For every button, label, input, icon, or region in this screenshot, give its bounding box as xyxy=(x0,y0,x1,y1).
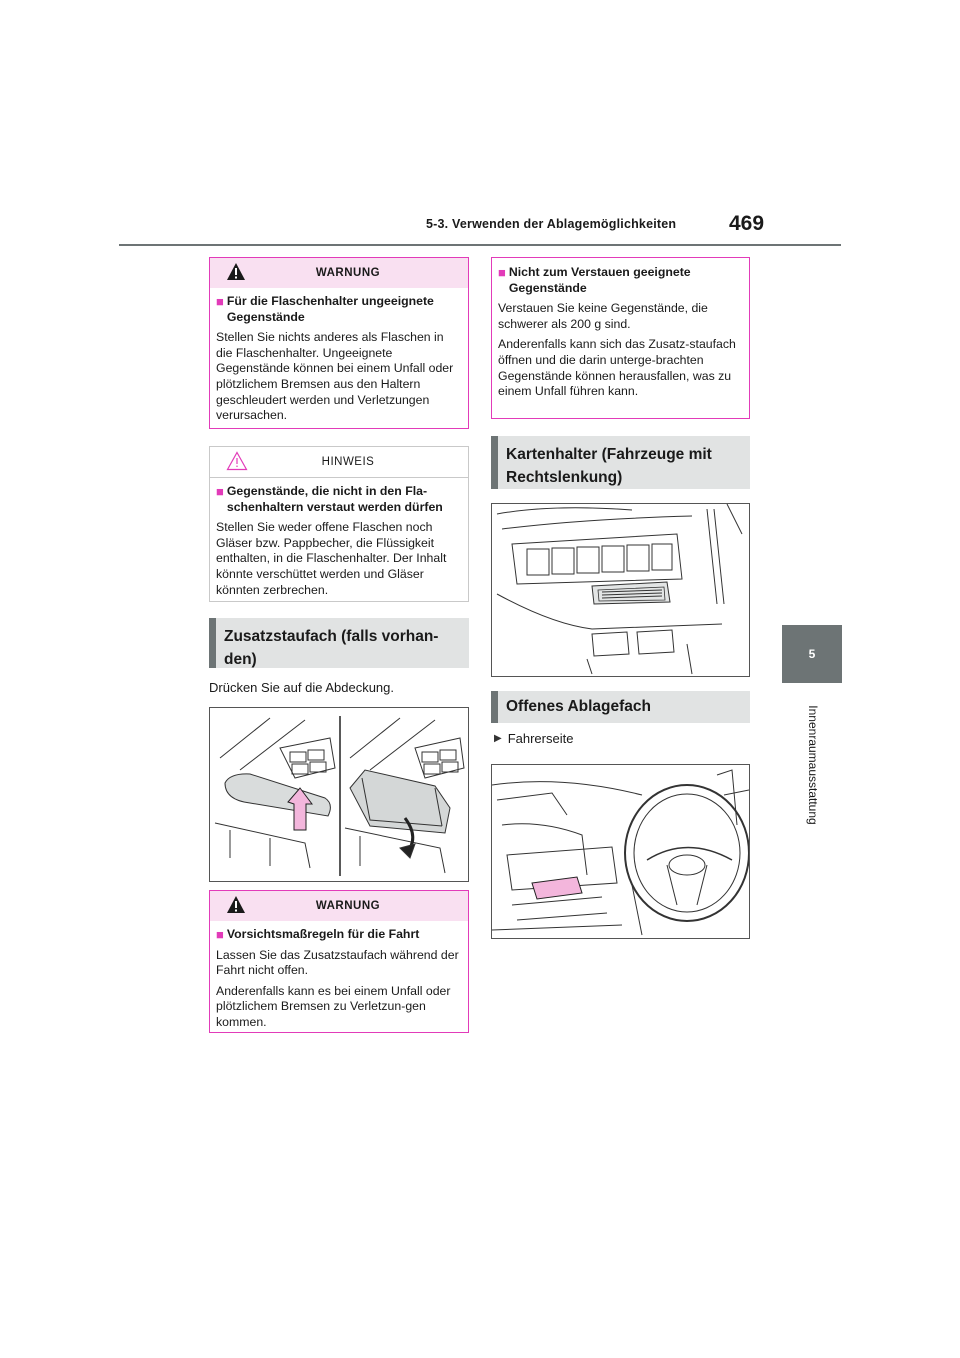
chapter-tab: 5 xyxy=(782,625,842,683)
square-bullet-icon: ■ xyxy=(216,484,224,499)
notice-box xyxy=(209,446,469,602)
section-heading-auxiliary-box: Zusatzstaufach (falls vorhan-den) xyxy=(209,618,469,668)
warning-subheading: Für die Flaschenhalter ungeeignete Gegenstände xyxy=(226,294,434,324)
warning-header: WARNUNG xyxy=(210,891,468,921)
notice-subheading: Gegenstände, die nicht in den Fla-schenhaltern verstaut werden dürfen xyxy=(226,484,443,514)
warning-subheading: Vorsichtsmaßregeln für die Fahrt xyxy=(226,927,420,941)
warning-header: WARNUNG xyxy=(210,258,468,288)
notice-header: HINWEIS xyxy=(210,447,468,478)
figure-open-tray xyxy=(491,764,750,939)
warning-text: Anderenfalls kann sich das Zusatz-staufach öffnen und die darin unterge-brachten Gegenstände können herausfallen, was zu einem Unfall führen kann. xyxy=(498,337,736,399)
warning-triangle-icon xyxy=(226,262,246,282)
section-heading-card-holder: Kartenhalter (Fahrzeuge mit Rechtslenkung) xyxy=(491,436,750,489)
warning-text: Stellen Sie nichts anderes als Flaschen in die Flaschenhalter. Ungeeignete Gegenstände können bei einem Unfall oder plötzlichem Bremsen aus den Haltern geschleudert werden und Verletzungen verursachen. xyxy=(216,330,454,423)
warning-text: Verstauen Sie keine Gegenstände, die schwerer als 200 g sind. xyxy=(498,301,708,331)
square-bullet-icon: ■ xyxy=(216,294,224,309)
chapter-label: Innenraumausstattung xyxy=(806,705,820,825)
notice-triangle-icon xyxy=(226,451,248,471)
section-heading-open-tray: Offenes Ablagefach xyxy=(491,691,750,723)
warning-box-bottle-holder xyxy=(209,257,469,429)
page-number: 469 xyxy=(729,212,765,235)
instruction-text: Drücken Sie auf die Abdeckung. xyxy=(209,680,395,695)
warning-text: Anderenfalls kann es bei einem Unfall oder plötzlichem Bremsen zu Verletzun-gen kommen. xyxy=(216,983,451,1029)
bullet-driver-side: ▶ Fahrerseite xyxy=(494,731,574,746)
warning-text: Lassen Sie das Zusatzstaufach während der Fahrt nicht offen. xyxy=(216,947,459,978)
warning-triangle-icon xyxy=(226,895,246,915)
warning-subheading: Nicht zum Verstauen geeignete Gegenstände xyxy=(508,265,691,295)
warning-box-driving xyxy=(209,890,469,1033)
running-header: 5-3. Verwenden der Ablagemöglichkeiten xyxy=(426,217,677,231)
figure-card-holder xyxy=(491,503,750,677)
figure-auxiliary-box xyxy=(209,707,469,882)
right-triangle-bullet-icon: ▶ xyxy=(494,733,502,744)
square-bullet-icon: ■ xyxy=(216,927,224,942)
notice-text: Stellen Sie weder offene Flaschen noch Gläser bzw. Pappbecher, die Flüssigkeit enthalten, in die Flaschenhalter. Der Inhalt könnte verschüttet werden und Gläser könnten zerbrechen. xyxy=(216,520,447,597)
header-rule xyxy=(119,244,841,246)
square-bullet-icon: ■ xyxy=(498,265,506,280)
warning-box-continued xyxy=(491,257,750,419)
